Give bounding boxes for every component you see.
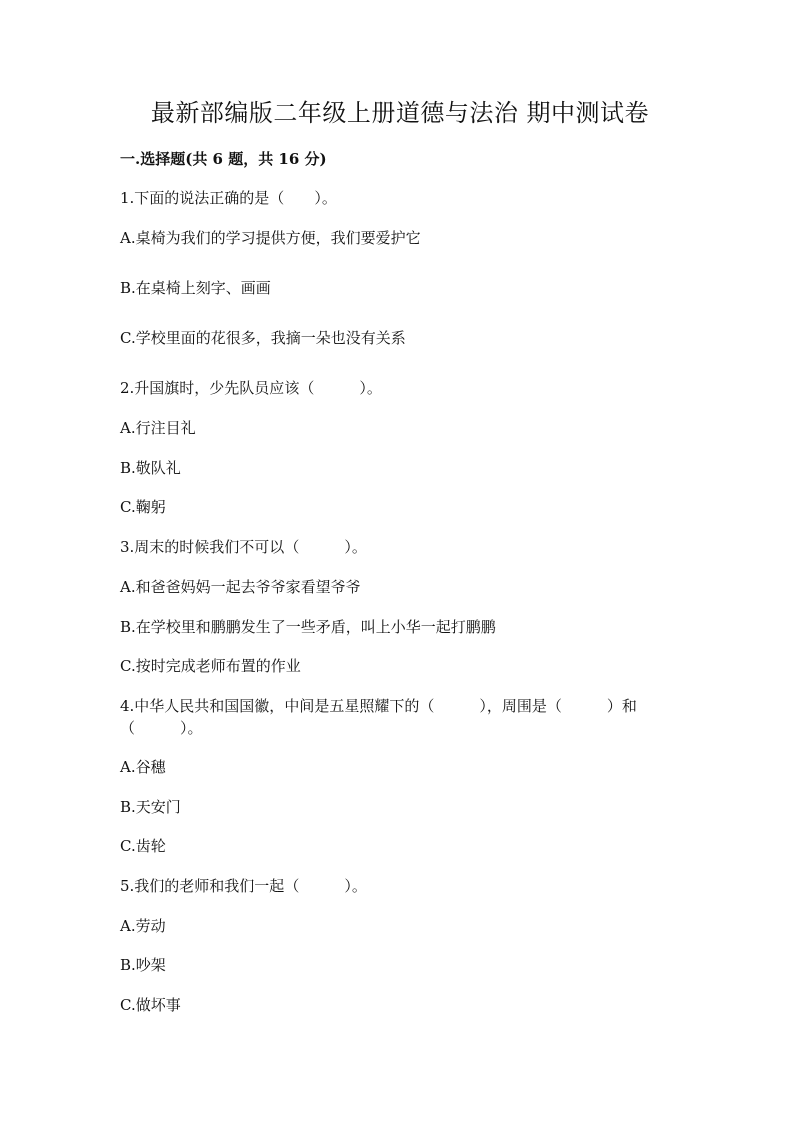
question-1-option-b: B.在桌椅上刻字、画画 [120, 279, 271, 297]
question-4-option-b: B.天安门 [120, 798, 181, 816]
question-5-option-a: A.劳动 [120, 917, 166, 935]
question-4-option-a: A.谷穗 [120, 758, 166, 776]
question-1-option-c: C.学校里面的花很多，我摘一朵也没有关系 [120, 329, 406, 347]
page-title: 最新部编版二年级上册道德与法治 期中测试卷 [150, 99, 650, 127]
question-2-option-a: A.行注目礼 [120, 419, 196, 437]
question-5-stem: 5.我们的老师和我们一起（ ）。 [120, 877, 367, 895]
question-5-option-c: C.做坏事 [120, 996, 181, 1014]
question-2-option-c: C.鞠躬 [120, 498, 166, 516]
question-4-stem: 4.中华人民共和国国徽，中间是五星照耀下的（ ），周围是（ ）和 [120, 697, 637, 715]
question-4-stem-continued: （ ）。 [120, 719, 203, 737]
question-2-option-b: B.敬队礼 [120, 459, 181, 477]
question-1-option-a: A.桌椅为我们的学习提供方便，我们要爱护它 [120, 229, 421, 247]
section-heading: 一.选择题(共 6 题，共 16 分) [120, 150, 327, 168]
question-1-stem: 1.下面的说法正确的是（ ）。 [120, 189, 337, 207]
question-3-option-b: B.在学校里和鹏鹏发生了一些矛盾，叫上小华一起打鹏鹏 [120, 618, 496, 636]
question-2-stem: 2.升国旗时，少先队员应该（ ）。 [120, 379, 382, 397]
question-3-option-c: C.按时完成老师布置的作业 [120, 657, 301, 675]
question-4-option-c: C.齿轮 [120, 837, 166, 855]
question-3-option-a: A.和爸爸妈妈一起去爷爷家看望爷爷 [120, 578, 361, 596]
question-3-stem: 3.周末的时候我们不可以（ ）。 [120, 538, 367, 556]
question-5-option-b: B.吵架 [120, 956, 166, 974]
